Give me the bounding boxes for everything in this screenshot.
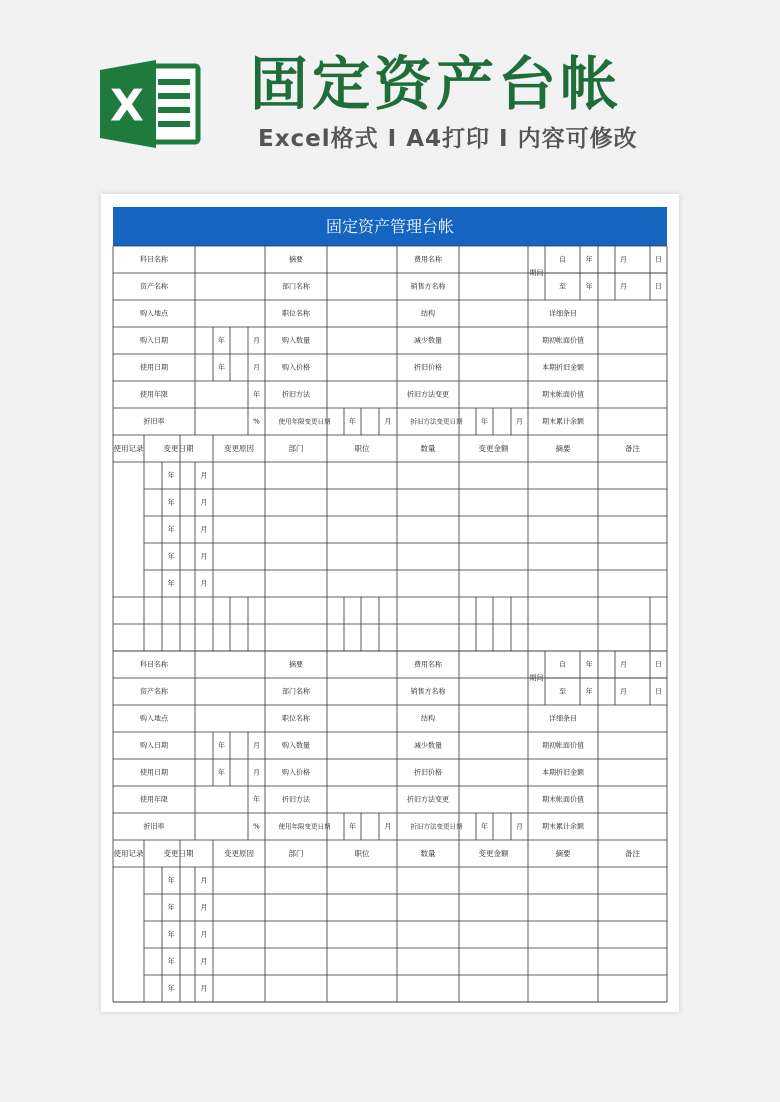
- period-day-label: 日: [655, 687, 662, 696]
- record-header-8: 备注: [625, 849, 640, 858]
- record-year-label: 年: [167, 525, 175, 534]
- record-header-6: 变更金额: [478, 849, 509, 858]
- purchase-place-label: 购入地点: [140, 309, 168, 318]
- record-header-1: 变更日期: [163, 849, 194, 858]
- record-header-4: 职位: [354, 849, 370, 858]
- method-change-label: 折旧方法变更: [407, 390, 449, 399]
- depreciation-method-label: 折旧方法: [282, 795, 310, 804]
- record-month-label: 月: [200, 984, 208, 993]
- month-label: 月: [253, 768, 260, 777]
- year-label: 年: [253, 390, 260, 399]
- summary-label: 摘要: [289, 255, 303, 264]
- detail-item-label: 详细条目: [549, 714, 577, 723]
- record-header-2: 变更原因: [224, 444, 254, 453]
- purchase-price-label: 购入价格: [282, 768, 310, 777]
- seller-name-label: 销售方名称: [410, 687, 446, 696]
- record-month-label: 月: [200, 552, 208, 561]
- current-depreciation-label: 本期折旧金额: [542, 768, 584, 777]
- period-to-label: 至: [559, 687, 566, 696]
- subject-name-label: 科目名称: [140, 255, 168, 264]
- structure-label: 结构: [421, 309, 435, 318]
- record-month-label: 月: [200, 471, 208, 480]
- record-header-0: 使用记录: [113, 444, 144, 453]
- use-date-label: 使用日期: [140, 768, 168, 777]
- record-header-8: 备注: [625, 444, 640, 453]
- detail-item-label: 详细条目: [549, 309, 577, 318]
- month-label: 月: [516, 417, 523, 426]
- purchase-qty-label: 购入数量: [282, 336, 310, 345]
- method-change-date-label: 折旧方法变更日期: [410, 822, 463, 831]
- record-header-5: 数量: [420, 444, 436, 453]
- record-year-label: 年: [167, 498, 175, 507]
- position-name-label: 职位名称: [282, 309, 310, 318]
- record-month-label: 月: [200, 525, 208, 534]
- sheet-title: 固定资产管理台帐: [113, 207, 667, 246]
- percent-label: %: [253, 822, 260, 831]
- seller-name-label: 销售方名称: [410, 282, 446, 291]
- month-label: 月: [253, 336, 260, 345]
- record-year-label: 年: [167, 903, 175, 912]
- record-month-label: 月: [200, 498, 208, 507]
- percent-label: %: [253, 417, 260, 426]
- period-month-label: 月: [620, 255, 627, 264]
- record-year-label: 年: [167, 957, 175, 966]
- record-header-2: 变更原因: [224, 849, 254, 858]
- subject-name-label: 科目名称: [140, 660, 168, 669]
- record-header-7: 摘要: [555, 444, 571, 453]
- month-label: 月: [384, 822, 392, 831]
- period-day-label: 日: [655, 255, 662, 264]
- period-day-label: 日: [655, 660, 662, 669]
- record-month-label: 月: [200, 930, 208, 939]
- record-month-label: 月: [200, 957, 208, 966]
- closing-book-value-label: 期末帐面价值: [542, 390, 584, 399]
- record-year-label: 年: [167, 471, 175, 480]
- depreciation-rate-label: 折旧率: [143, 417, 165, 426]
- period-from-label: 自: [559, 660, 566, 669]
- purchase-date-label: 购入日期: [140, 741, 168, 750]
- expense-name-label: 费用名称: [414, 255, 442, 264]
- record-header-1: 变更日期: [163, 444, 194, 453]
- year-label: 年: [218, 768, 225, 777]
- period-day-label: 日: [655, 282, 662, 291]
- record-usage-cell: [114, 868, 144, 1002]
- structure-label: 结构: [421, 714, 435, 723]
- life-change-date-label: 使用年限变更日期: [278, 417, 331, 426]
- depreciation-method-label: 折旧方法: [282, 390, 310, 399]
- service-life-label: 使用年限: [140, 795, 168, 804]
- depreciation-price-label: 折旧价格: [414, 768, 442, 777]
- excel-logo-letter: X: [110, 80, 144, 132]
- life-change-date-label: 使用年限变更日期: [278, 822, 331, 831]
- year-label: 年: [349, 822, 356, 831]
- month-label: 月: [253, 741, 260, 750]
- record-header-5: 数量: [420, 849, 436, 858]
- year-label: 年: [349, 417, 356, 426]
- opening-book-value-label: 期初帐面价值: [542, 741, 584, 750]
- decrease-qty-label: 减少数量: [414, 336, 442, 345]
- page-title: 固定资产台帐: [250, 50, 623, 118]
- summary-label: 摘要: [289, 660, 303, 669]
- record-header-4: 职位: [354, 444, 370, 453]
- record-header-0: 使用记录: [113, 849, 144, 858]
- purchase-place-label: 购入地点: [140, 714, 168, 723]
- asset-name-label: 资产名称: [140, 687, 168, 696]
- period-label: 期间: [529, 674, 544, 682]
- service-life-label: 使用年限: [140, 390, 168, 399]
- record-header-3: 部门: [288, 849, 304, 858]
- depreciation-rate-label: 折旧率: [143, 822, 165, 831]
- closing-book-value-label: 期末帐面价值: [542, 795, 584, 804]
- method-change-label: 折旧方法变更: [407, 795, 449, 804]
- record-month-label: 月: [200, 579, 208, 588]
- use-date-label: 使用日期: [140, 363, 168, 372]
- position-name-label: 职位名称: [282, 714, 310, 723]
- record-header-3: 部门: [288, 444, 304, 453]
- period-to-label: 至: [559, 282, 566, 291]
- month-label: 月: [516, 822, 523, 831]
- month-label: 月: [384, 417, 392, 426]
- period-month-label: 月: [620, 687, 627, 696]
- purchase-qty-label: 购入数量: [282, 741, 310, 750]
- period-label: 期间: [529, 269, 544, 277]
- depreciation-price-label: 折旧价格: [414, 363, 442, 372]
- method-change-date-label: 折旧方法变更日期: [410, 417, 463, 426]
- year-label: 年: [481, 417, 488, 426]
- department-name-label: 部门名称: [282, 282, 310, 291]
- period-year-label: 年: [585, 687, 593, 696]
- year-label: 年: [218, 741, 225, 750]
- record-year-label: 年: [167, 930, 175, 939]
- closing-accumulated-label: 期末累计余额: [542, 822, 584, 831]
- record-month-label: 月: [200, 876, 208, 885]
- period-month-label: 月: [620, 282, 627, 291]
- current-depreciation-label: 本期折旧金额: [542, 363, 584, 372]
- year-label: 年: [481, 822, 488, 831]
- asset-name-label: 资产名称: [140, 282, 168, 291]
- period-year-label: 年: [585, 660, 593, 669]
- opening-book-value-label: 期初帐面价值: [542, 336, 584, 345]
- purchase-date-label: 购入日期: [140, 336, 168, 345]
- expense-name-label: 费用名称: [414, 660, 442, 669]
- period-month-label: 月: [620, 660, 627, 669]
- year-label: 年: [218, 336, 225, 345]
- period-year-label: 年: [585, 282, 593, 291]
- month-label: 月: [253, 363, 260, 372]
- record-usage-cell: [114, 463, 144, 597]
- record-header-6: 变更金额: [478, 444, 509, 453]
- closing-accumulated-label: 期末累计余额: [542, 417, 584, 426]
- record-month-label: 月: [200, 903, 208, 912]
- record-year-label: 年: [167, 552, 175, 561]
- record-year-label: 年: [167, 579, 175, 588]
- page-subtitle: Excel格式 I A4打印 I 内容可修改: [258, 126, 638, 152]
- record-header-7: 摘要: [555, 849, 571, 858]
- department-name-label: 部门名称: [282, 687, 310, 696]
- year-label: 年: [218, 363, 225, 372]
- year-label: 年: [253, 795, 260, 804]
- record-year-label: 年: [167, 876, 175, 885]
- decrease-qty-label: 减少数量: [414, 741, 442, 750]
- record-year-label: 年: [167, 984, 175, 993]
- period-year-label: 年: [585, 255, 593, 264]
- purchase-price-label: 购入价格: [282, 363, 310, 372]
- period-from-label: 自: [559, 255, 566, 264]
